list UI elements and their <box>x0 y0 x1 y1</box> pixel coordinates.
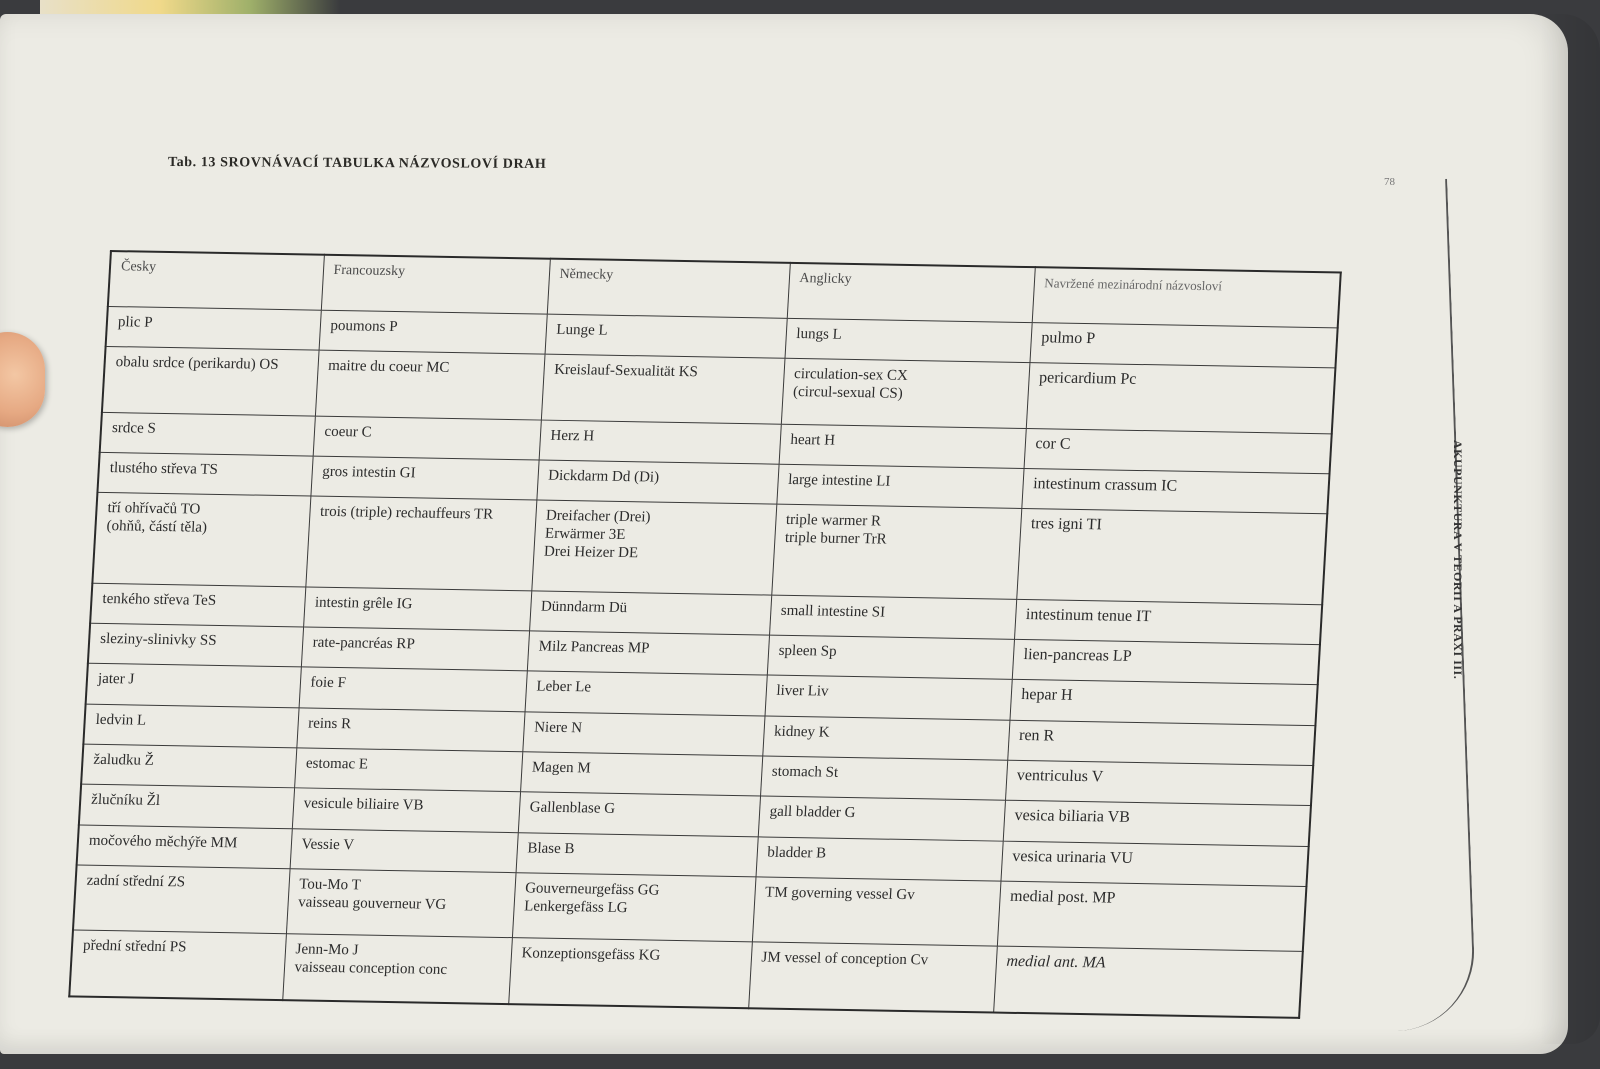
cell-french: rate-pancréas RP <box>301 627 529 671</box>
cell-english: gall bladder G <box>758 796 1005 841</box>
cell-french: intestin grêle IG <box>303 587 531 631</box>
cell-czech: jater J <box>86 664 301 708</box>
cell-international: intestinum tenue IT <box>1014 599 1322 645</box>
table-title: Tab. 13 SROVNÁVACÍ TABULKA NÁZVOSLOVÍ DRAH <box>167 155 547 172</box>
cell-french: foie F <box>299 667 527 711</box>
header-international: Navržené mezinárodní názvosloví <box>1032 267 1341 328</box>
page-curl-shadow <box>1540 14 1600 1044</box>
cell-international: pulmo P <box>1029 323 1337 369</box>
cell-czech: sleziny-slinivky SS <box>88 623 303 667</box>
cell-czech: žaludku Ž <box>81 744 296 788</box>
cell-english: triple warmer R triple burner TrR <box>771 505 1021 600</box>
cell-german: Milz Pancreas MP <box>527 631 769 675</box>
cell-german: Dünndarm Dü <box>529 591 771 635</box>
cell-english: large intestine LI <box>776 464 1023 509</box>
cell-german: Leber Le <box>525 671 767 715</box>
cell-french: Jenn-Mo J vaisseau conception conc <box>282 934 512 1004</box>
cell-english: circulation-sex CX (circul-sexual CS) <box>781 359 1030 429</box>
cell-czech: zadní střední ZS <box>73 865 290 934</box>
cell-international: lien-pancreas LP <box>1012 639 1320 685</box>
table-body <box>69 306 1337 1017</box>
cell-english: TM governing vessel Gv <box>752 877 1001 947</box>
cell-international: ventriculus V <box>1005 760 1313 806</box>
cell-international: pericardium Pc <box>1026 363 1336 434</box>
cell-french: estomac E <box>294 748 522 792</box>
cell-international: medial ant. MA <box>993 946 1303 1017</box>
cell-german: Gallenblase G <box>518 792 760 836</box>
cell-german: Konzeptionsgefäss KG <box>508 938 752 1008</box>
cell-english: stomach St <box>760 756 1007 801</box>
cell-german: Herz H <box>539 420 781 464</box>
header-german: Německy <box>547 259 790 319</box>
cell-german: Niere N <box>522 712 764 756</box>
cell-international: vesica biliaria VB <box>1003 801 1311 847</box>
cell-czech: ledvin L <box>83 704 298 748</box>
cell-english: spleen Sp <box>767 635 1014 680</box>
cell-czech: močového měchýře MM <box>77 825 292 869</box>
nomenclature-table <box>68 250 1342 1019</box>
cell-german: Dickdarm Dd (Di) <box>536 460 778 504</box>
cell-english: heart H <box>779 424 1026 469</box>
cell-czech: srdce S <box>100 412 315 456</box>
cell-czech: tenkého střeva TeS <box>90 583 305 627</box>
header-czech: Česky <box>108 251 324 310</box>
cell-french: gros intestin GI <box>310 456 538 500</box>
cell-international: hepar H <box>1009 680 1317 726</box>
cell-french: trois (triple) rechauffeurs TR <box>305 496 536 590</box>
cell-czech: přední střední PS <box>69 930 286 1000</box>
cell-french: reins R <box>296 708 524 752</box>
cell-international: tres igni TI <box>1016 509 1327 605</box>
cell-french: vesicule biliaire VB <box>292 788 520 832</box>
cell-english: liver Liv <box>765 675 1012 720</box>
page-mark: 78 <box>1384 176 1395 188</box>
cell-french: Tou-Mo T vaisseau gouverneur VG <box>286 869 516 938</box>
cell-french: coeur C <box>313 416 541 460</box>
cell-international: intestinum crassum IC <box>1021 468 1329 514</box>
cell-czech: plic P <box>106 306 321 350</box>
cell-german: Blase B <box>516 832 758 876</box>
cell-english: bladder B <box>756 837 1003 882</box>
cell-french: poumons P <box>319 310 547 354</box>
cell-german: Gouverneurgefäss GG Lenkergefäss LG <box>512 873 756 942</box>
header-french: Francouzsky <box>321 255 550 314</box>
cell-french: Vessie V <box>290 828 518 872</box>
cell-english: kidney K <box>762 716 1009 761</box>
cell-czech: žlučníku Žl <box>79 784 294 828</box>
cell-international: ren R <box>1007 720 1315 766</box>
cell-german: Lunge L <box>545 314 787 358</box>
cell-international: medial post. MP <box>997 881 1307 952</box>
cell-czech: tlustého střeva TS <box>97 452 312 496</box>
running-title: AKUPUNKTURA V TEORII A PRAXI III. <box>1451 440 1465 680</box>
cell-english: small intestine SI <box>769 595 1016 640</box>
header-english: Anglicky <box>787 263 1035 323</box>
cell-german: Kreislauf-Sexualität KS <box>541 354 785 423</box>
cell-czech: tří ohřívačů TO (ohňů, částí těla) <box>92 493 310 587</box>
cell-czech: obalu srdce (perikardu) OS <box>102 347 319 416</box>
cell-french: maitre du coeur MC <box>315 350 545 419</box>
cell-english: lungs L <box>784 318 1031 363</box>
cell-international: vesica urinaria VU <box>1000 841 1308 887</box>
table-container <box>68 250 1340 1031</box>
cell-german: Magen M <box>520 752 762 796</box>
cell-german: Dreifacher (Drei) Erwärmer 3E Drei Heizer DE <box>531 500 776 595</box>
cell-international: cor C <box>1024 428 1332 474</box>
cell-english: JM vessel of conception Cv <box>748 942 997 1012</box>
